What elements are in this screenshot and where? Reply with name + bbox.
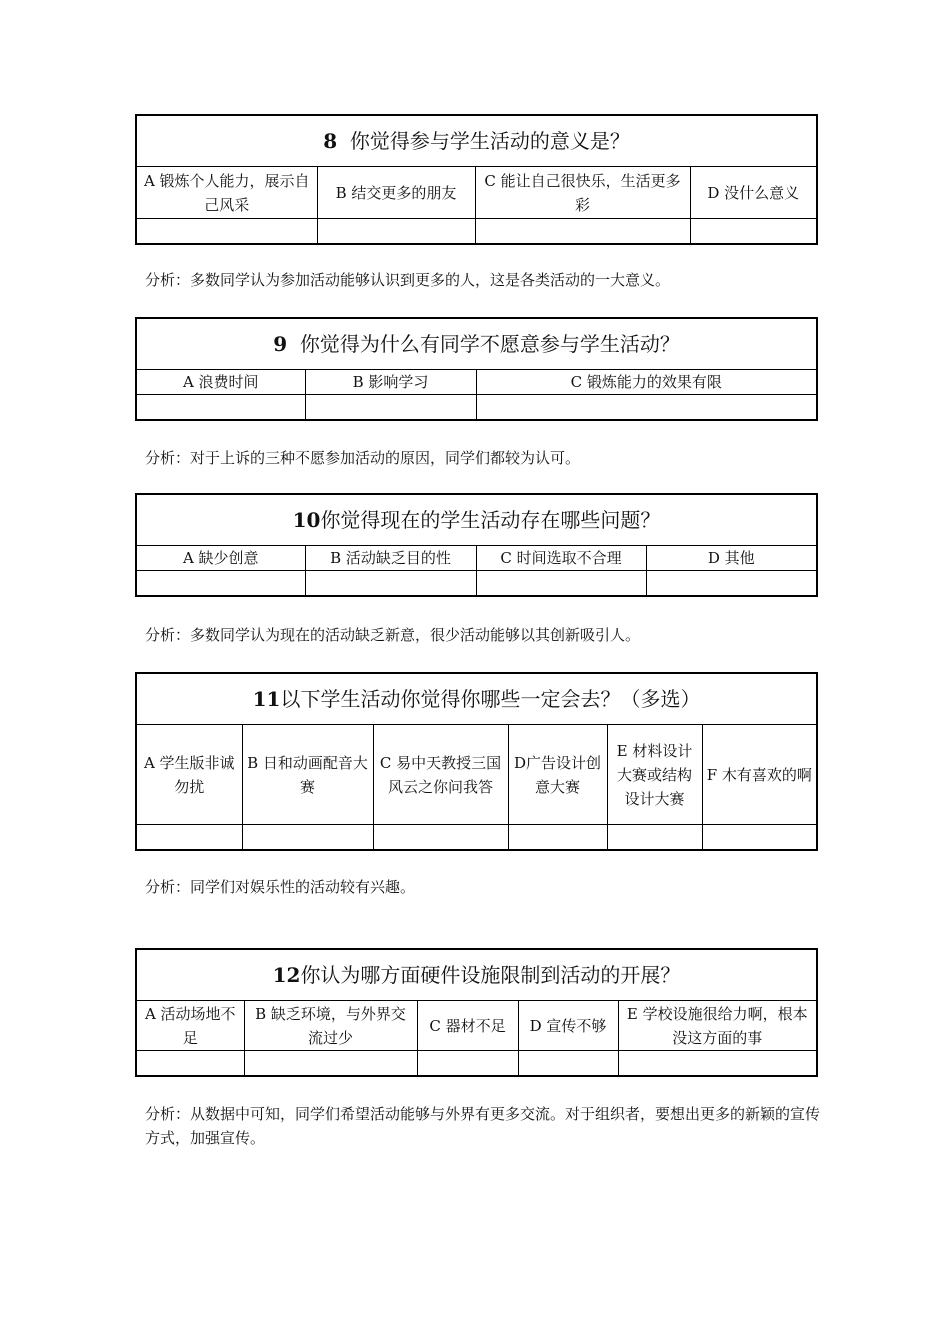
question-8-analysis: 分析：多数同学认为参加活动能够认识到更多的人，这是各类活动的一大意义。	[145, 271, 671, 289]
option-c: C 器材不足	[417, 1001, 518, 1051]
option-a: A 缺少创意	[136, 546, 305, 571]
option-f: F 木有喜欢的啊	[702, 725, 817, 825]
answer-cell	[508, 825, 607, 851]
question-9-title: 9 你觉得为什么有同学不愿意参与学生活动？	[136, 318, 817, 370]
answer-cell	[136, 395, 305, 421]
option-e: E 材料设计大赛或结构设计大赛	[607, 725, 702, 825]
question-11-title: 11以下学生活动你觉得你哪些一定会去？（多选）	[136, 673, 817, 725]
option-a: A 活动场地不足	[136, 1001, 244, 1051]
answer-cell	[305, 571, 476, 597]
answer-cell	[690, 219, 817, 245]
option-e: E 学校设施很给力啊，根本没这方面的事	[618, 1001, 817, 1051]
answer-cell	[475, 219, 690, 245]
option-d: D 其他	[646, 546, 817, 571]
option-c: C 能让自己很快乐，生活更多彩	[475, 167, 690, 219]
answer-cell	[242, 825, 373, 851]
question-12-title: 12你认为哪方面硬件设施限制到活动的开展？	[136, 949, 817, 1001]
answer-cell	[518, 1051, 618, 1077]
answer-cell	[646, 571, 817, 597]
option-d: D 宣传不够	[518, 1001, 618, 1051]
question-12-analysis: 分析：从数据中可知，同学们希望活动能够与外界有更多交流。对于组织者，要想出更多的新颖的宣传方式，加强宣传。	[145, 1105, 821, 1147]
option-b: B 影响学习	[305, 370, 476, 395]
answer-cell	[373, 825, 508, 851]
question-8-title: 8 你觉得参与学生活动的意义是？	[136, 115, 817, 167]
option-b: B 结交更多的朋友	[317, 167, 475, 219]
question-11-analysis: 分析：同学们对娱乐性的活动较有兴趣。	[145, 878, 416, 896]
answer-cell	[607, 825, 702, 851]
question-9-analysis: 分析：对于上诉的三种不愿参加活动的原因，同学们都较为认可。	[145, 449, 581, 467]
answer-cell	[476, 395, 817, 421]
question-11-table	[135, 672, 818, 851]
question-10-title: 10你觉得现在的学生活动存在哪些问题？	[136, 494, 817, 546]
question-10-table	[135, 493, 818, 597]
answer-cell	[476, 571, 646, 597]
answer-cell	[136, 571, 305, 597]
answer-cell	[305, 395, 476, 421]
option-b: B 活动缺乏目的性	[305, 546, 476, 571]
option-d: D广告设计创意大赛	[508, 725, 607, 825]
option-c: C 易中天教授三国风云之你问我答	[373, 725, 508, 825]
answer-cell	[244, 1051, 417, 1077]
option-d: D 没什么意义	[690, 167, 817, 219]
answer-cell	[136, 825, 242, 851]
answer-cell	[136, 219, 317, 245]
question-10-analysis: 分析：多数同学认为现在的活动缺乏新意，很少活动能够以其创新吸引人。	[145, 626, 641, 644]
option-b: B 日和动画配音大赛	[242, 725, 373, 825]
option-a: A 浪费时间	[136, 370, 305, 395]
option-a: A 锻炼个人能力，展示自己风采	[136, 167, 317, 219]
answer-cell	[702, 825, 817, 851]
answer-cell	[317, 219, 475, 245]
answer-cell	[417, 1051, 518, 1077]
answer-cell	[618, 1051, 817, 1077]
option-c: C 时间选取不合理	[476, 546, 646, 571]
option-b: B 缺乏环境，与外界交流过少	[244, 1001, 417, 1051]
option-c: C 锻炼能力的效果有限	[476, 370, 817, 395]
answer-cell	[136, 1051, 244, 1077]
question-9-table	[135, 317, 818, 421]
option-a: A 学生版非诚勿扰	[136, 725, 242, 825]
question-8-table	[135, 114, 818, 245]
question-12-table	[135, 948, 818, 1077]
